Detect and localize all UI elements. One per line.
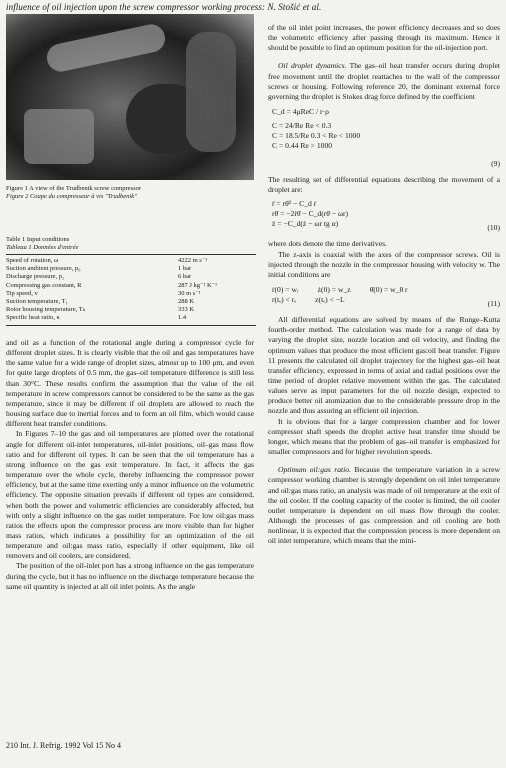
body-paragraph: where dots denote the time derivatives. [268,239,387,249]
left-column-text [6,338,254,592]
row-value: 287 J kg⁻¹ K⁻¹ [178,281,218,289]
equation-line: rθ̈ = −2ṙθ̇ − C_d(rθ̇ − ωr) [272,209,349,219]
page-footer: 210 Int. J. Refrig. 1992 Vol 15 No 4 [6,741,122,750]
equation-9 [268,107,500,169]
body-paragraph [268,61,500,102]
figure-caption-en: Figure 1 A view of the Trudbenik screw compressor [6,185,142,192]
row-label: Rotor housing temperature, Tₕ [6,306,86,314]
table-row [6,282,256,290]
row-label: Compressing gas constant, R [6,281,82,289]
equation-line: C = 0.44 Re > 1000 [272,141,333,151]
right-column-text [268,23,500,546]
table-row [6,290,256,298]
body-paragraph [268,465,500,546]
running-header: influence of oil injection upon the screw compressor working process: N. Stošić et al. [6,2,322,12]
paragraph-text: Because the temperature variation in a screw compressor working chamber is strongly dependent on oil inlet temperature and oil:gas mass ratio, an analysis was made of oil temperature at the exit of the oil cooler. If the cooling capacity of the cooler is limited, the oil cooler outlet temperature is dependent on oil mass flow through the cooler. Although the processes of gas compression and oil cooling are both nonlinear, it is expected that the compression process is more dependent on oil inlet temperature, which means that the mini- [268,465,500,546]
equation-number: (11) [487,299,500,309]
row-label: Suction ambient pressure, p₀ [6,265,81,273]
body-paragraph: of the oil inlet point increases, the power efficiency decreases and so does the volumetric efficiency after passing through its maximum. Hence it should be possible to find an optimum position for the oil-injection port. [268,23,500,53]
section-heading: Optimum oil:gas ratio. [278,465,351,475]
table-row [6,306,256,314]
table-row [6,273,256,281]
table-row [6,298,256,306]
table-title-en: Table 1 Input conditions [6,236,70,243]
figure-caption-fr: Figure 2 Coupe du compresseur à vis "Trudbenik" [6,193,137,200]
row-value: 4222 m s⁻¹ [178,257,208,264]
equation-10 [268,199,500,233]
equation-line: ṙ(0) = wᵣ ż(0) = w_z θ̇(0) = w_θ r [272,285,408,295]
input-conditions-table [6,254,256,326]
figure-caption [6,185,256,201]
row-value: 333 K [178,306,195,314]
equation-line: z̈ = −C_d(ż − ωr tg α) [272,219,339,229]
table-title-fr: Tableau 1 Données d'entrée [6,244,79,251]
row-value: 6 bar [178,273,192,281]
row-value: 288 K [178,297,195,305]
body-paragraph: All differential equations are solved by means of the Runge–Kutta fourth-order method. The calculation was made for a range of data by varying the droplet size, nozzle location and oil velocity, and finding the optimum values that produce the most efficient gas:oil heat transfer. Figure 11 presents the calculated oil droplet trajectory for the highest gas–oil heat transfer efficiency, expressed in terms of axial and radial positions over the time period of droplet relative movement within the gas. The calculated values serve as input parameters for the oil nozzle design, expected to produce better oil atomization due to the considerable pressure drop in the nozzle and thus assuring an efficient oil injection. [268,315,500,416]
table-row [6,257,256,265]
row-label: Tip speed, v [6,289,38,297]
row-value: 1 bar [178,265,192,273]
row-value: 30 m s⁻¹ [178,289,201,297]
body-paragraph: The resulting set of differential equations describing the movement of a droplet are: [268,175,500,195]
equation-line: r(tₑ) < rₑ z(tₑ) < −L [272,295,345,305]
table-title [6,236,256,252]
section-heading: Oil droplet dynamics. [278,61,347,71]
table-row [6,314,256,322]
equation-line: C = 24/Re Re < 0.3 [272,121,332,131]
equation-line: C_d = 4μReC / r·ρ [272,107,329,117]
body-paragraph: In Figures 7–10 the gas and oil temperatures are plotted over the rotational angle for different oil-inlet temperatures, oil-inlet positions, oil–gas mass flow ratio and for different oil types. It can be seen that the oil temperature has a strong influence on the gas exit temperature. In fact, it affects the gas temperature over the whole cycle, thereby influencing the compressor power efficiency, but at the same time exerting only a minor influence on the volumetric efficiency. The opposite situation prevails if different oil types are considered, when both the power and volumetric efficiencies are considerably affected, but with only a slight influence on the gas outlet temperature. For low oil:gas mass ratios the effects upon the compressor process are more visible than for higher mass ratios, which indicates a possibility for an optimization of the oil temperature and oil:gas mass ratio, especially if other equipment, like oil removers and oil coolers, are considered. [6,429,254,561]
equation-line: C = 18.5/Re 0.3 < Re < 1000 [272,131,361,141]
body-paragraph: The z-axis is coaxial with the axes of the compressor screws. Oil is injected through the nozzle in the compressor housing with velocity w. The initial conditions are [268,249,500,279]
body-paragraph: The position of the oil-inlet port has a strong influence on the gas temperature during the cycle, but it has no influence on the discharge temperature because the same oil quantity is injected at all oil inlet points. As the angle [6,561,254,591]
body-paragraph: It is obvious that for a larger compression chamber and for lower compressor shaft speeds the droplet active heat transfer time should be longer, which means that the problem of gas–oil transfer is emphasized for smaller compressors and for higher revolution speeds. [268,416,500,457]
equation-line: r̈ = rθ̇² − C_d ṙ [272,199,317,209]
row-label: Speed of rotation, ω [6,257,59,264]
row-value: 1.4 [178,314,187,322]
equation-number: (9) [491,159,500,169]
compressor-photo [6,14,254,180]
table-row [6,265,256,273]
equation-11 [268,285,500,309]
row-label: Suction temperature, T₁ [6,297,68,305]
paragraph-text: The gas–oil heat transfer occurs during droplet free movement until the droplet reattaches to the wall of the compressor screws or housing. Following reference 20, the dominant external force governing the droplet is Stokes drag force defined by the coefficient [268,61,500,101]
row-label: Specific heat ratio, κ [6,314,60,322]
equation-number: (10) [487,223,500,233]
body-paragraph: and oil as a function of the rotational angle during a compressor cycle for different droplet sizes. It is clearly visible that the oil and gas temperatures have the same value for a wide range of droplet sizes, almost up to 100 μm, and even for quite large droplets of 0.5 mm, the gas–oil temperature difference is still less than 30°C. These results confirm the assumption that the value of the oil temperature in screw compressors cannot be considered to be the same as the gas temperature, since it may be different if oil droplets are allowed to reach the housing surface due to inertial forces and to form an oil film, which would cause different heat transfer conditions. [6,338,254,429]
row-label: Discharge pressure, p₂ [6,273,65,281]
